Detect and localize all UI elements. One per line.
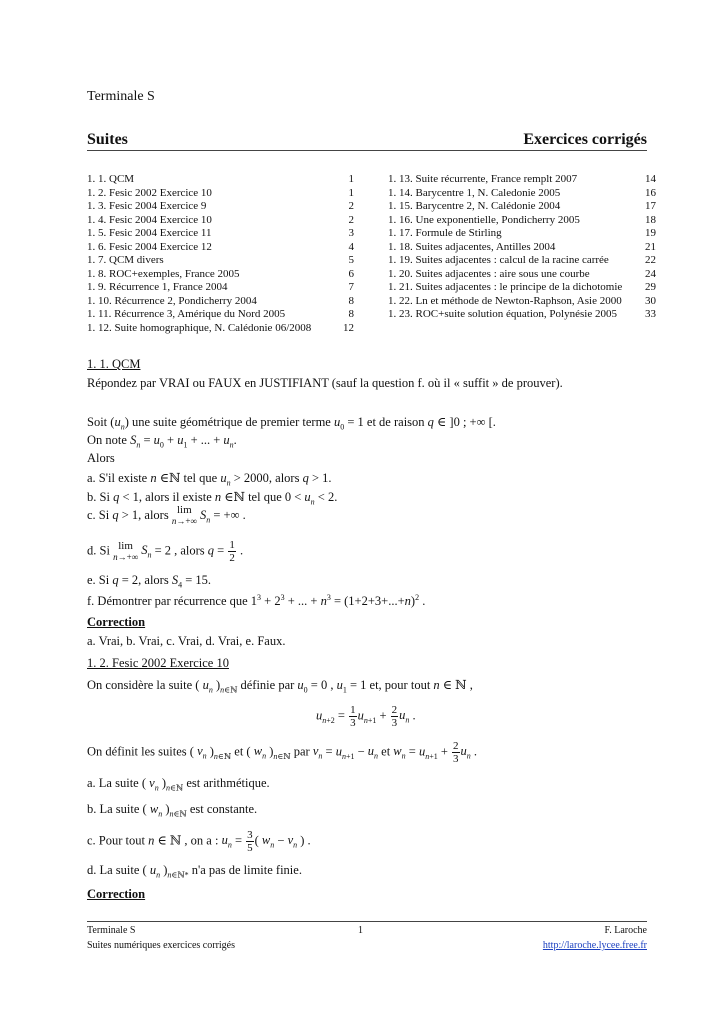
toc-entry-page: 8: [348, 294, 354, 307]
toc-entry-page: 2: [348, 200, 354, 212]
toc-entry-label[interactable]: 1. 14. Barycentre 1, N. Caledonie 2005: [388, 186, 561, 199]
qcm-statement-2: On note $S_n = u_0 + u_1$ + ... + $u_n$.: [87, 433, 237, 450]
toc-entry-label[interactable]: 1. 6. Fesic 2004 Exercice 12: [87, 240, 212, 253]
toc-entry-page: 17: [645, 200, 656, 212]
toc-entry-label[interactable]: 1. 7. QCM divers: [87, 254, 164, 266]
toc-entry[interactable]: [87, 200, 354, 214]
toc-entry-page: 6: [348, 267, 354, 280]
toc-entry-page: 2: [348, 213, 354, 226]
correction-text-qcm: a. Vrai, b. Vrai, c. Vrai, d. Vrai, e. Faux.: [87, 634, 286, 648]
toc-entry-page: 30: [645, 294, 656, 307]
toc-entry-label[interactable]: 1. 18. Suites adjacentes, Antilles 2004: [388, 240, 556, 253]
toc-entry[interactable]: [388, 187, 656, 201]
toc-entry-page: 4: [348, 240, 354, 253]
footer-author: F. Laroche: [604, 925, 647, 936]
toc-entry[interactable]: [87, 173, 354, 187]
toc-entry[interactable]: [388, 173, 656, 187]
correction-title-fesic: Correction: [87, 887, 146, 901]
toc-entry-page: 7: [348, 281, 354, 293]
correction-title-qcm: Correction: [87, 615, 146, 629]
fesic-recurrence-formula: $u_{n+2}$ = $\frac{1}{3}$ $u_{n+1}$ + $\frac{2}{3}$ $u_n$ .: [316, 704, 416, 729]
qcm-question-c: c. Si q > 1, alors lim n→+∞ $S_n$ = +∞ .: [87, 504, 246, 526]
toc-entry[interactable]: [388, 268, 656, 282]
toc-entry-page: 1: [348, 186, 354, 199]
qcm-question-f: f. Démontrer par récurrence que $1^3 + 2^3$ + ... + $n^3 = (1+2+3+...+n)^2$ .: [87, 593, 426, 609]
toc-entry[interactable]: [87, 241, 354, 255]
qcm-question-b: b. Si q < 1, alors il existe n ∈ℕ tel que $0 < u_n < 2$.: [87, 490, 338, 507]
toc-entry-page: 33: [645, 308, 656, 320]
toc-entry-label[interactable]: 1. 19. Suites adjacentes : calcul de la racine carrée: [388, 254, 609, 266]
qcm-statement-1: Soit $(u_n)$ une suite géométrique de premier terme $u_0 = 1$ et de raison q ∈ ]0 ; +∞ [.: [87, 415, 496, 432]
toc-entry[interactable]: [388, 254, 656, 268]
footer-divider: [87, 921, 647, 922]
qcm-question-a: a. S'il existe n ∈ℕ tel que $u_n > 2000$, alors q > 1.: [87, 471, 332, 488]
toc-entry[interactable]: [87, 308, 354, 322]
toc-entry-label[interactable]: 1. 1. QCM: [87, 173, 135, 185]
toc-entry-label[interactable]: 1. 13. Suite récurrente, France remplt 2007: [388, 173, 578, 185]
toc-entry-page: 22: [645, 254, 656, 266]
fesic-statement-1: On considère la suite ( $u_n$ )$_{n\in ℕ}$ définie par $u_0 = 0$ , $u_1 = 1$ et, pour tout n ∈ ℕ ,: [87, 678, 473, 695]
section-heading-fesic-2002[interactable]: 1. 2. Fesic 2002 Exercice 10: [87, 656, 229, 670]
section-heading-qcm[interactable]: 1. 1. QCM: [87, 357, 141, 371]
toc-entry-label[interactable]: 1. 9. Récurrence 1, France 2004: [87, 281, 228, 293]
toc-entry-label[interactable]: 1. 10. Récurrence 2, Pondicherry 2004: [87, 294, 257, 307]
toc-entry-page: 3: [348, 227, 354, 239]
toc-entry[interactable]: [87, 322, 354, 336]
toc-entry-page: 29: [645, 281, 656, 293]
website-link[interactable]: http://laroche.lycee.free.fr: [542, 940, 647, 951]
toc-entry-label[interactable]: 1. 11. Récurrence 3, Amérique du Nord 2005: [87, 308, 286, 320]
qcm-question-d: d. Si lim n→+∞ $S_n = 2$ , alors q = $\frac{1}{2}$ .: [87, 539, 244, 564]
toc-entry-page: 19: [645, 227, 656, 239]
toc-entry[interactable]: [87, 254, 354, 268]
toc-entry-label[interactable]: 1. 15. Barycentre 2, N. Calédonie 2004: [388, 200, 561, 212]
toc-entry-label[interactable]: 1. 12. Suite homographique, N. Calédonie 06/2008: [87, 321, 312, 334]
footer-class-label: Terminale S: [87, 925, 136, 936]
toc-entry-page: 18: [645, 213, 656, 226]
toc-entry-label[interactable]: 1. 17. Formule de Stirling: [388, 227, 502, 239]
toc-entry[interactable]: [388, 214, 656, 228]
page-subtitle: Exercices corrigés: [523, 131, 647, 148]
page-title: Suites: [87, 131, 128, 148]
toc-entry[interactable]: [388, 227, 656, 241]
footer-document-title: Suites numériques exercices corrigés: [87, 940, 236, 951]
fesic-question-d: d. La suite ( $u_n$ )$_{n\in ℕ*}$ n'a pas de limite finie.: [87, 863, 302, 880]
toc-entry-label[interactable]: 1. 2. Fesic 2002 Exercice 10: [87, 186, 212, 199]
toc-entry[interactable]: [388, 295, 656, 309]
fesic-question-b: b. La suite ( $w_n$ )$_{n\in ℕ}$ est constante.: [87, 802, 258, 819]
qcm-instructions: Répondez par VRAI ou FAUX en JUSTIFIANT (sauf la question f. où il « suffit » de prouver).: [87, 376, 563, 390]
qcm-question-e: e. Si q = 2, alors $S_4 = 15$.: [87, 573, 212, 590]
class-label: Terminale S: [87, 89, 155, 104]
toc-entry[interactable]: [87, 281, 354, 295]
toc-entry-page: 5: [348, 254, 354, 266]
toc-entry-label[interactable]: 1. 16. Une exponentielle, Pondicherry 2005: [388, 213, 580, 226]
toc-entry-label[interactable]: 1. 8. ROC+exemples, France 2005: [87, 267, 240, 280]
toc-entry-label[interactable]: 1. 21. Suites adjacentes : le principe de la dichotomie: [388, 281, 623, 293]
toc-entry[interactable]: [87, 214, 354, 228]
footer-website-link[interactable]: [543, 940, 647, 951]
fesic-statement-2: On définit les suites ( $v_n$ )$_{n\in ℕ}$ et ( $w_n$ )$_{n\in ℕ}$ par $v_n = u_{n+1} - u_n$ et $w_n = u_{n+1}$ + $\frac{2}{3}$ $u_n$ .: [87, 740, 478, 765]
toc-entry-label[interactable]: 1. 20. Suites adjacentes : aire sous une courbe: [388, 267, 590, 280]
table-of-contents-left: [87, 173, 354, 335]
toc-entry-label[interactable]: 1. 4. Fesic 2004 Exercice 10: [87, 213, 212, 226]
toc-entry[interactable]: [388, 281, 656, 295]
toc-entry-page: 14: [645, 173, 656, 185]
title-divider: [87, 150, 647, 151]
fesic-question-c: c. Pour tout n ∈ ℕ , on a : $u_n$ = $\frac{3}{5}$ ( $w_n - v_n$ ) .: [87, 829, 311, 854]
toc-entry-page: 8: [348, 308, 354, 320]
toc-entry[interactable]: [87, 268, 354, 282]
qcm-alors: Alors: [87, 451, 115, 465]
toc-entry[interactable]: [87, 187, 354, 201]
toc-entry-page: 12: [343, 321, 354, 334]
table-of-contents-right: [388, 173, 656, 322]
fesic-question-a: a. La suite ( $v_n$ )$_{n\in ℕ}$ est arithmétique.: [87, 776, 270, 793]
toc-entry-label[interactable]: 1. 3. Fesic 2004 Exercice 9: [87, 200, 207, 212]
footer-page-number: 1: [358, 925, 363, 936]
toc-entry[interactable]: [388, 308, 656, 322]
toc-entry-label[interactable]: 1. 23. ROC+suite solution équation, Polynésie 2005: [388, 308, 617, 320]
toc-entry-page: 16: [645, 186, 656, 199]
toc-entry-label[interactable]: 1. 5. Fesic 2004 Exercice 11: [87, 227, 212, 239]
toc-entry[interactable]: [388, 200, 656, 214]
toc-entry-page: 24: [645, 267, 656, 280]
toc-entry[interactable]: [87, 295, 354, 309]
toc-entry[interactable]: [388, 241, 656, 255]
toc-entry-page: 21: [645, 240, 656, 253]
toc-entry[interactable]: [87, 227, 354, 241]
toc-entry-label[interactable]: 1. 22. Ln et méthode de Newton-Raphson, Asie 2000: [388, 294, 622, 307]
toc-entry-page: 1: [348, 173, 354, 185]
